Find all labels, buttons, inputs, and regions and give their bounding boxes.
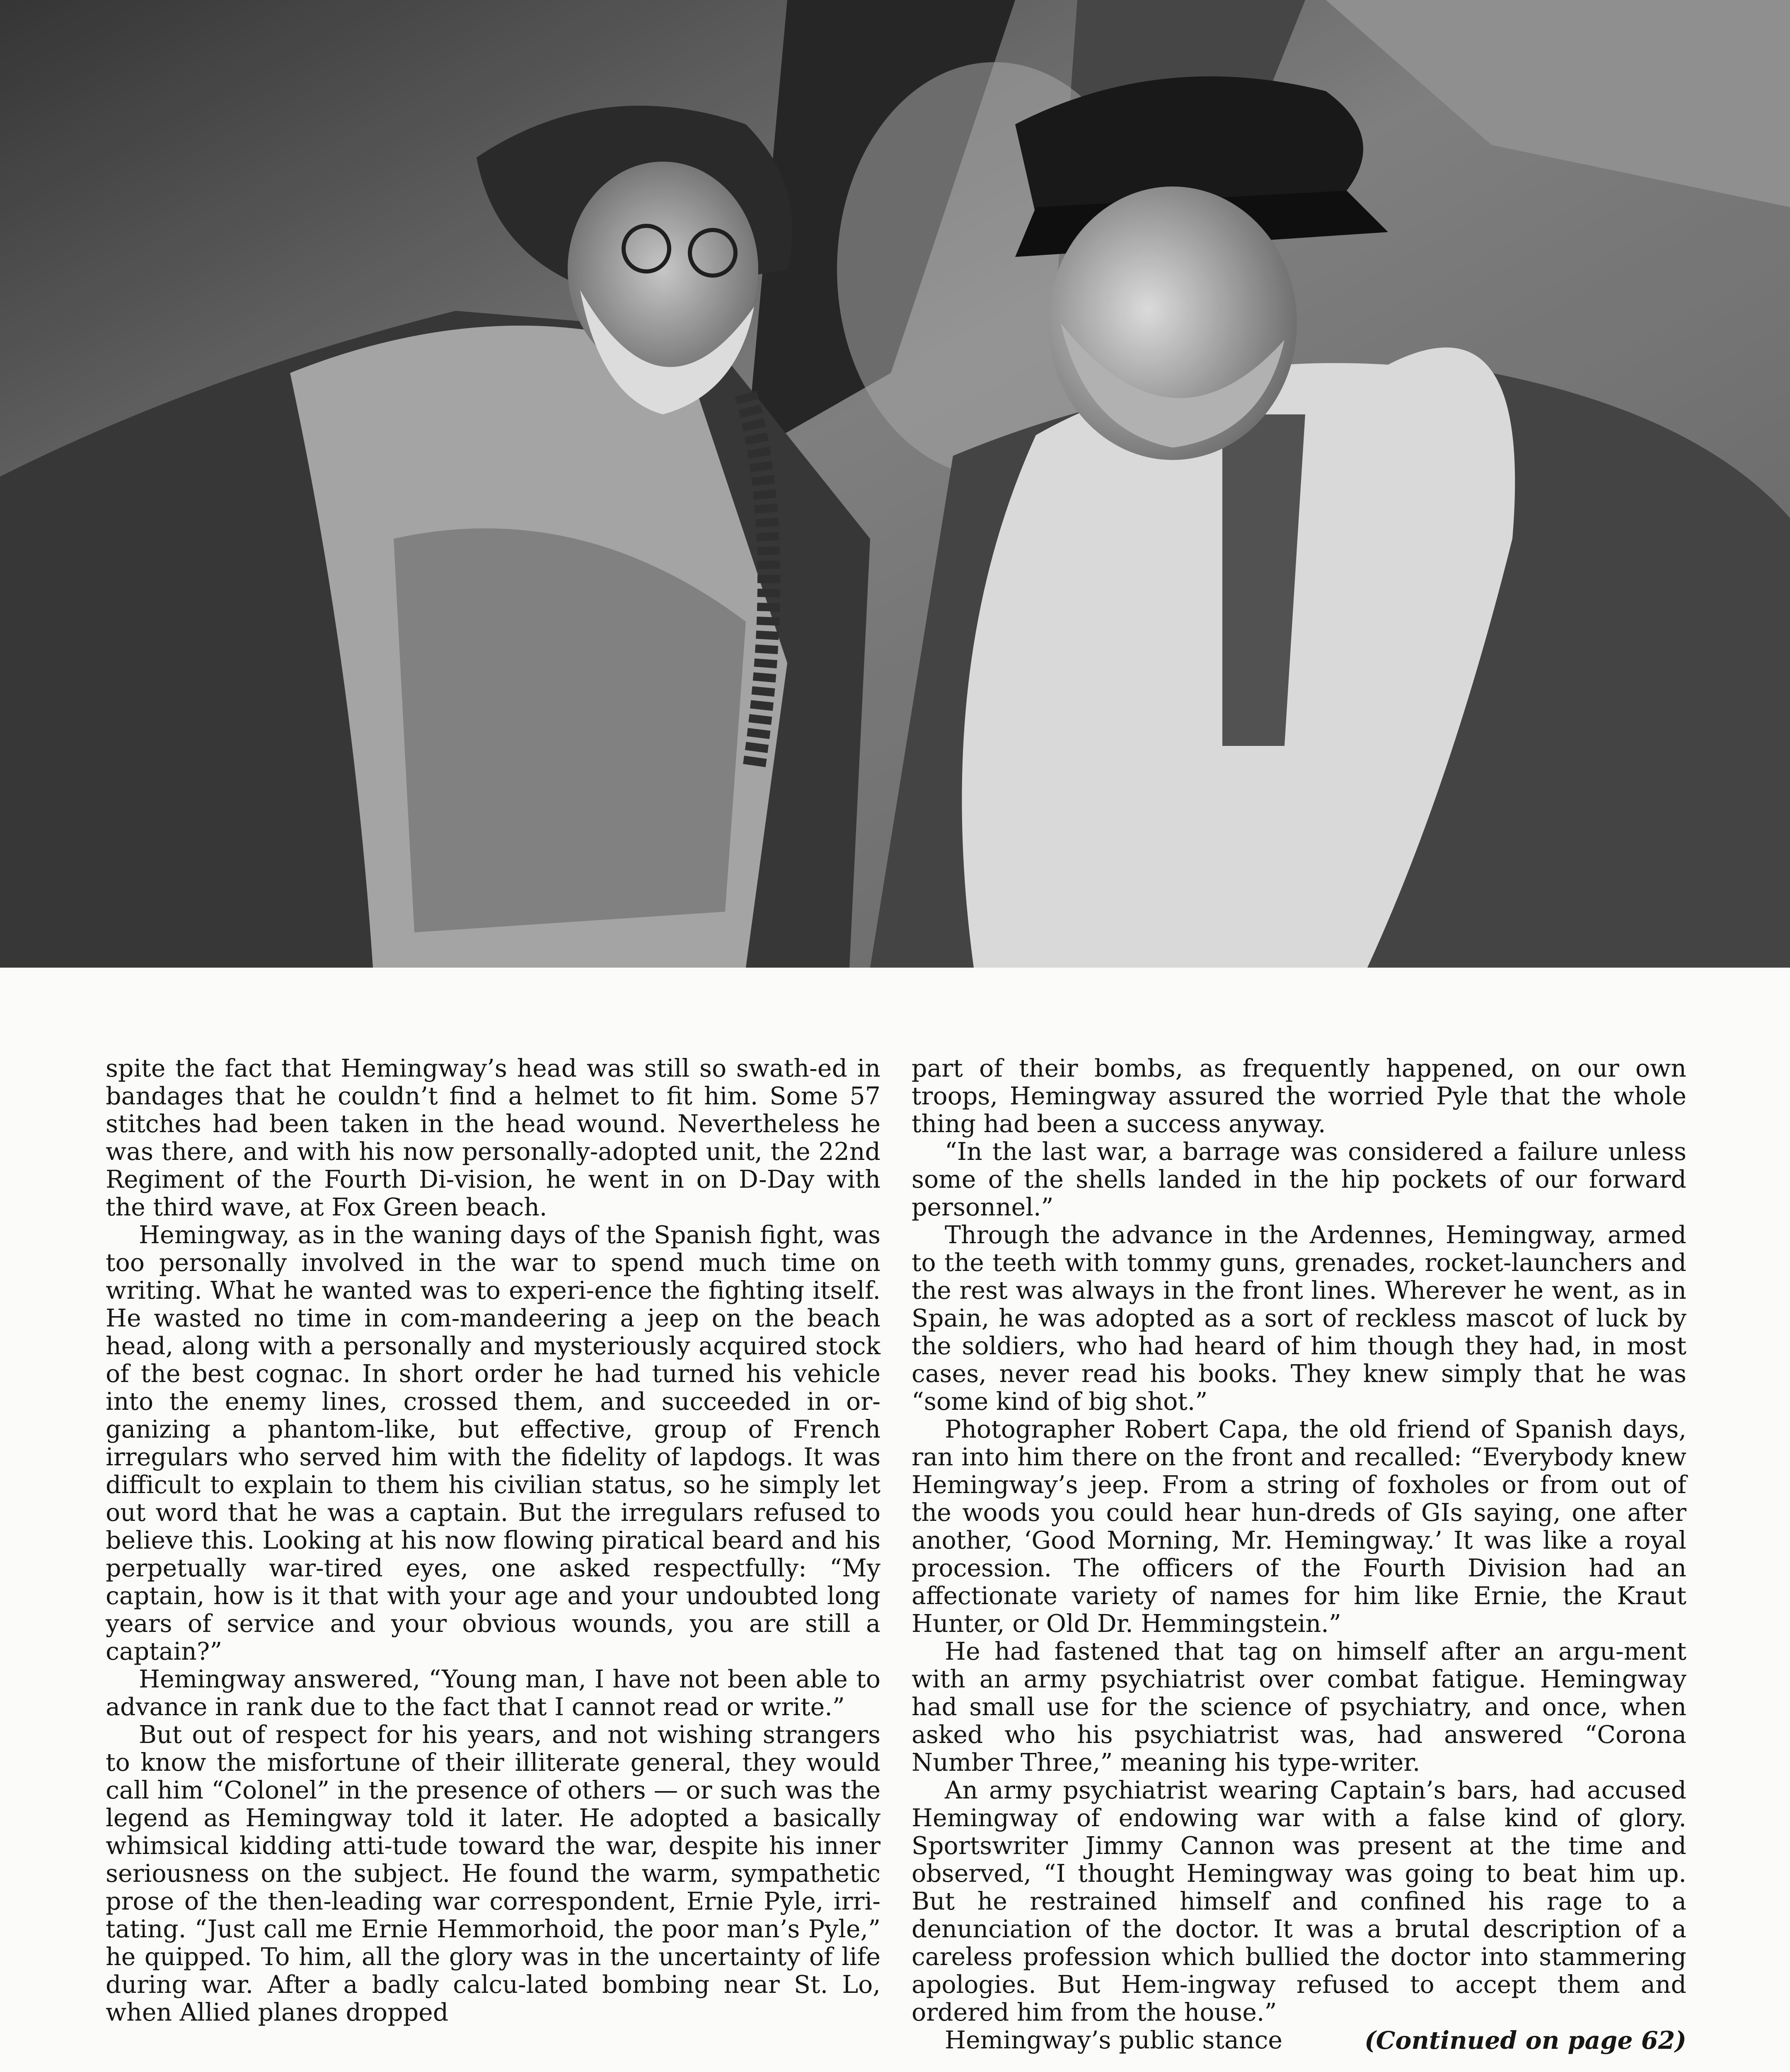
photo-two-aviators-icon xyxy=(0,0,1790,968)
continued-on-note: (Continued on page 62) xyxy=(1364,2026,1686,2055)
text-column-left xyxy=(106,1055,880,2026)
paragraph: Hemingway answered, “Young man, I have not been able to advance in rank due to the fact that I cannot read or write.” xyxy=(106,1665,880,1721)
last-line-text: Hemingway’s public stance xyxy=(945,2026,1282,2054)
paragraph: An army psychiatrist wearing Captain’s bars, had accused Hemingway of endowing war with a false kind of glory. Sportswriter Jimmy Cannon was present at the time and observed, “I thought Hemingway was going to beat him up. But he restrained himself and confined his rage to a denunciation of the doctor. It was a brutal description of a careless profession which bullied the doctor into stammering apologies. But Hem-ingway refused to accept them and ordered him from the house.” xyxy=(912,1776,1686,2026)
paragraph: Through the advance in the Ardennes, Hemingway, armed to the teeth with tommy guns, grenades, rocket-launchers and the rest was always in the front lines. Wherever he went, as in Spain, he was adopted as a sort of reckless mascot of luck by the soldiers, who had heard of him though they had, in most cases, never read his books. They knew simply that he was “some kind of big shot.” xyxy=(912,1221,1686,1416)
continuation-line xyxy=(912,2026,1686,2054)
text-column-right xyxy=(912,1055,1686,2054)
paragraph: Hemingway, as in the waning days of the Spanish fight, was too personally involved in the war to spend much time on writing. What he wanted was to experi-ence the fighting itself. He wasted no time in com-mandeering a jeep on the beach head, along with a personally and mysteriously acquired stock of the best cognac. In short order he had turned his vehicle into the enemy lines, crossed them, and succeeded in or-ganizing a phantom-like, but effective, group of French irregulars who served him with the fidelity of lapdogs. It was difficult to explain to them his civilian status, so he simply let out word that he was a captain. But the irregulars refused to believe this. Looking at his now flowing piratical beard and his perpetually war-tired eyes, one asked respectfully: “My captain, how is it that with your age and your undoubted long years of service and your obvious wounds, you are still a captain?” xyxy=(106,1221,880,1665)
paragraph: Photographer Robert Capa, the old friend of Spanish days, ran into him there on the front and recalled: “Everybody knew Hemingway’s jeep. From a string of foxholes or from out of the woods you could hear hun-dreds of GIs saying, one after another, ‘Good Morning, Mr. Hemingway.’ It was like a royal procession. The officers of the Fourth Division had an affectionate variety of names for him like Ernie, the Kraut Hunter, or Old Dr. Hemmingstein.” xyxy=(912,1415,1686,1638)
article-photo xyxy=(0,0,1790,968)
paragraph: But out of respect for his years, and not wishing strangers to know the misfortune of their illiterate general, they would call him “Colonel” in the presence of others — or such was the legend as Hemingway told it later. He adopted a basically whimsical kidding atti-tude toward the war, despite his inner seriousness on the subject. He found the warm, sympathetic prose of the then-leading war correspondent, Ernie Pyle, irri-tating. “Just call me Ernie Hemmorhoid, the poor man’s Pyle,” he quipped. To him, all the glory was in the uncertainty of life during war. After a badly calcu-lated bombing near St. Lo, when Allied planes dropped xyxy=(106,1721,880,2026)
paragraph: part of their bombs, as frequently happened, on our own troops, Hemingway assured the worried Pyle that the whole thing had been a success anyway. xyxy=(912,1054,1686,1138)
paragraph: “In the last war, a barrage was considered a failure unless some of the shells landed in the hip pockets of our forward personnel.” xyxy=(912,1138,1686,1221)
paragraph: He had fastened that tag on himself after an argu-ment with an army psychiatrist over combat fatigue. Hemingway had small use for the science of psychiatry, and once, when asked who his psychiatrist was, had answered “Corona Number Three,” meaning his type-writer. xyxy=(912,1637,1686,1777)
paragraph: spite the fact that Hemingway’s head was still so swath-ed in bandages that he couldn’t find a helmet to fit him. Some 57 stitches had been taken in the head wound. Nevertheless he was there, and with his now personally-adopted unit, the 22nd Regiment of the Fourth Di-vision, he went in on D-Day with the third wave, at Fox Green beach. xyxy=(106,1054,880,1221)
